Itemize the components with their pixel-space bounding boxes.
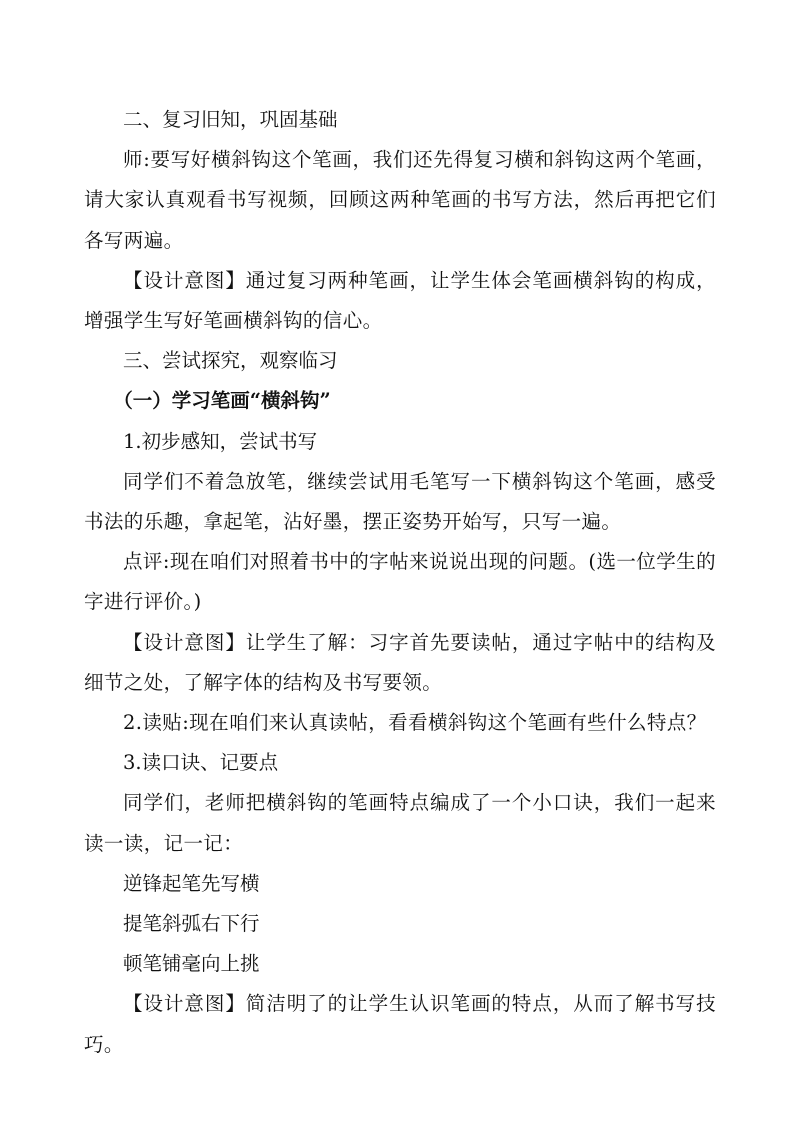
section-heading-explore: 三、尝试探究，观察临习 (123, 349, 338, 373)
step3-text: 同学们，老师把横斜钩的笔画特点编成了一个小口诀，我们一起来读一读，记一记： (84, 791, 716, 855)
document-page (84, 100, 716, 1065)
design-intent-3: 【设计意图】简洁明了的让学生认识笔画的特点，从而了解书写技巧。 (84, 992, 716, 1056)
teacher-instruction: 师:要写好横斜钩这个笔画，我们还先得复习横和斜钩这两个笔画，请大家认真观看书写视频，回顾这两种笔画的书写方法，然后再把它们各写两遍。 (84, 148, 716, 252)
rhyme-line-1: 逆锋起笔先写横 (123, 871, 260, 895)
step1-text: 同学们不着急放笔，继续尝试用毛笔写一下横斜钩这个笔画，感受书法的乐趣，拿起笔，沾好墨，摆正姿势开始写，只写一遍。 (84, 469, 716, 534)
step2-text: 2.读贴:现在咱们来认真读帖，看看横斜钩这个笔画有些什么特点？ (123, 711, 707, 735)
subsection-heading-stroke: （一）学习笔画“横斜钩” (113, 389, 331, 413)
section-heading-review: 二、复习旧知，巩固基础 (123, 108, 338, 131)
rhyme-line-3: 顿笔铺毫向上挑 (123, 952, 260, 976)
step1-comment: 点评:现在咱们对照着书中的字帖来说说出现的问题。(选一位学生的字进行评价。) (84, 550, 716, 614)
step1-heading: 1.初步感知，尝试书写 (123, 429, 318, 453)
design-intent-2: 【设计意图】让学生了解：习字首先要读帖，通过字帖中的结构及细节之处，了解字体的结构及书写要领。 (84, 630, 716, 694)
rhyme-line-2: 提笔斜弧右下行 (123, 912, 260, 936)
design-intent-1: 【设计意图】通过复习两种笔画，让学生体会笔画横斜钩的构成，增强学生写好笔画横斜钩的信心。 (84, 268, 716, 333)
step3-heading: 3.读口诀、记要点 (123, 751, 279, 775)
